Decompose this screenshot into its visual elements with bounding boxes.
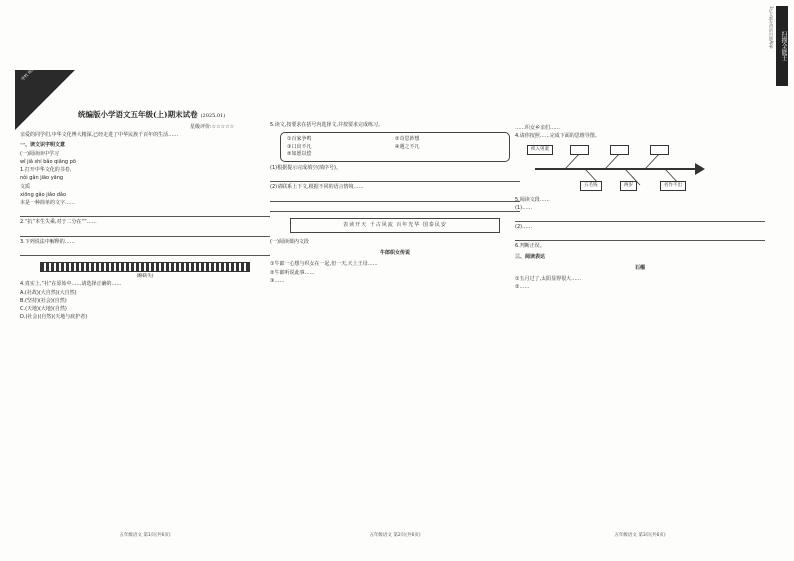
option-c[interactable]: C.(天地)(大地)(自然) [20, 306, 67, 313]
word-option: ④遇之不凡 [395, 143, 420, 150]
story-paragraph: ②…… [515, 284, 530, 291]
page-footer: 五年级语文 第2页(共6页) [369, 533, 421, 539]
banner-caption: (略缺失) [136, 273, 154, 279]
corner-student-info: 学校 班级 姓名 考号 [20, 52, 49, 82]
question: 4.请你按照……完成下面的思维导图。 [515, 133, 600, 140]
exam-title: 统编版小学语文五年级(上)期末试卷 (2025.01) [78, 110, 226, 119]
word-option: ①百家争鸣 [287, 136, 312, 143]
question: (1)…… [515, 204, 533, 211]
word-option: ⑤如愿以偿 [287, 150, 312, 157]
section-heading: 三、阅读表达 [515, 253, 546, 260]
answer-line[interactable] [20, 209, 270, 217]
diagram-box: 织入男童 [527, 145, 553, 156]
story-paragraph: ①五月过了,太阳显得很大…… [515, 276, 582, 282]
question-6: 4.真实上,“社”在原始中……请选择正确的…… [20, 281, 122, 288]
diagram-box[interactable] [610, 145, 629, 156]
word-options-box [280, 132, 510, 162]
question-2: 文质 [20, 183, 31, 190]
question-top: 5.读文,按要求在括号内选择文,并按要求完成练习。 [270, 122, 383, 128]
question: (2)请联系上下文,根据不同的语言情境…… [270, 184, 364, 191]
question-1: 1.打开中华文化的书卷, [20, 167, 72, 174]
pinyin-line: nǒi gǎn jiāo yāng [20, 175, 64, 182]
option-b[interactable]: B.(坚持)(社会)(自然) [20, 297, 67, 304]
pinyin-line: wǐ jiǎ shí bǎo qiǎng pō [20, 158, 76, 165]
page-footer: 五年级语文 第1页(共6页) [119, 533, 171, 539]
section-heading: 一、读文识字明文意 [20, 142, 66, 149]
diagram-box: 两岁 [620, 181, 637, 192]
intro-text: 亲爱的同学们,中华文化博大精深,已经走进了中华民族千百年的生活…… [20, 132, 179, 139]
story-paragraph: ①牛郎一心想与织女在一起,但一天,天上王母…… [270, 261, 378, 268]
answer-line[interactable] [270, 174, 520, 182]
story-paragraph: ③…… [270, 277, 285, 284]
option-a[interactable]: A.(社故)(大自然)(大自然) [20, 289, 77, 296]
diagram-box: 五毛钱 [580, 181, 602, 192]
answer-line[interactable] [515, 214, 765, 222]
pinyin-line: xiōng gǎo jiǎo dǎo [20, 191, 67, 198]
star-rating: 星级评价:☆☆☆☆☆ [190, 123, 235, 130]
question: 6.判断正误。 [515, 243, 545, 250]
diagram-box: 名作不出 [660, 181, 686, 192]
exam-page-3 [515, 100, 765, 540]
answer-line[interactable] [515, 233, 765, 241]
story-continuation: ……织女乡亲们…… [515, 125, 561, 131]
decorative-banner [40, 262, 250, 272]
diagram-box[interactable] [650, 145, 669, 156]
story-title: 石榴 [634, 264, 645, 271]
section-banner: 表读开天 千古风流 百年光华 国泰民安 [290, 218, 500, 233]
question: (2)…… [515, 224, 533, 230]
question: 5.阅读文段…… [515, 196, 550, 203]
story-title: 牛郎织女传说 [379, 250, 410, 256]
question: (1)根据提示完成填空(填序号)。 [270, 165, 341, 171]
word-option: ②奇思妙想 [395, 136, 420, 143]
story-paragraph: ②牛郎听说此事…… [270, 269, 315, 276]
subsection-heading: (一)阅读读中学习 [20, 150, 59, 157]
diagram-box[interactable] [570, 145, 589, 156]
word-option: ③口出不凡 [287, 143, 312, 150]
question-4: 2.“抗”本生失乘,对于二分在“”…… [20, 219, 97, 226]
scanner-logo-subtitle: 3亿人都在用的扫描App [769, 6, 774, 49]
answer-line[interactable] [20, 248, 270, 256]
scanner-logo: 扫描全能王 [776, 6, 788, 86]
question-5: 3.下列说法中解释的…… [20, 238, 75, 245]
answer-line[interactable] [270, 204, 520, 212]
fishbone-diagram [525, 145, 755, 193]
exam-page-1 [20, 100, 270, 540]
exam-date: (2025.01) [200, 113, 226, 119]
answer-line[interactable] [270, 194, 520, 202]
subsection-heading: (一)阅读课内文段 [270, 238, 309, 245]
exam-page-2 [270, 100, 520, 540]
option-d[interactable]: D.(社会)(自然)(天地与庇护者) [20, 314, 88, 321]
page-footer: 五年级语文 第3页(共6页) [614, 533, 666, 539]
question-3: 本是一种简单的文字…… [20, 200, 76, 207]
answer-line[interactable] [20, 229, 270, 237]
